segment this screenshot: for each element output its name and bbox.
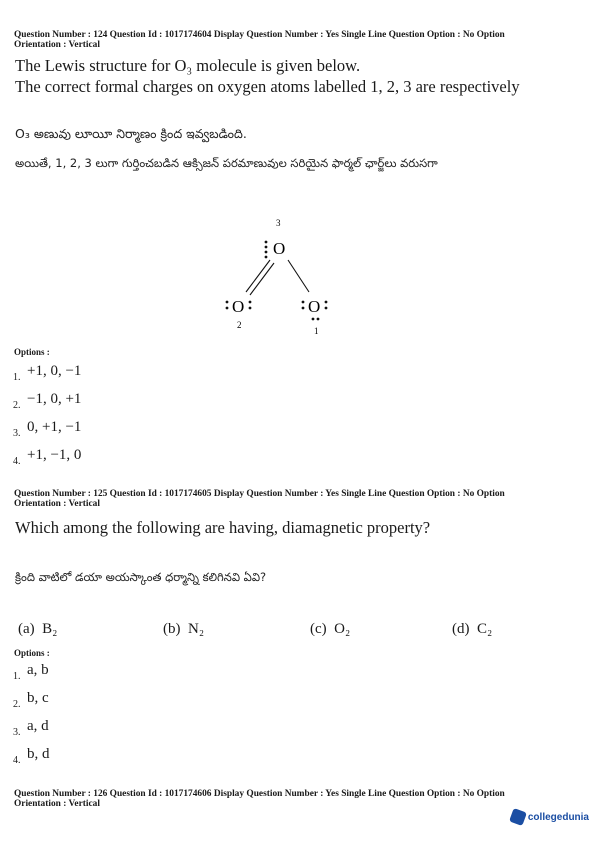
q126-orientation: Orientation : Vertical — [14, 799, 100, 809]
q126-header: Question Number : 126 Question Id : 1017174606 Display Question Number : Yes Single Line Question Option : No Option — [14, 789, 505, 799]
choice-a-value: B₂ — [42, 621, 58, 637]
q125-option-3[interactable]: a, d — [27, 718, 49, 734]
q125-choice-d — [452, 621, 492, 638]
q125-option-1[interactable]: a, b — [27, 662, 49, 678]
q124-telugu-line2: అయితే, 1, 2, 3 లుగా గుర్తించబడిన ఆక్సిజన్ పరమాణువుల సరియైన ఫార్మల్ ఛార్జ్‌లు వరుసగా — [15, 156, 438, 170]
q124-option-4-num: 4. — [13, 456, 21, 467]
logo-text: collegedunia — [527, 811, 589, 823]
q125-option-4[interactable]: b, d — [27, 746, 50, 762]
q124-question-line2: The correct formal charges on oxygen atoms labelled 1, 2, 3 are respectively — [15, 77, 520, 96]
choice-b-value: N₂ — [188, 621, 205, 637]
ozone-lewis-structure — [215, 212, 355, 342]
oxygen-atom-3: O — [273, 239, 286, 258]
q124-orientation: Orientation : Vertical — [14, 40, 100, 50]
q124-option-1-num: 1. — [13, 372, 21, 383]
atom-label-1: 1 — [314, 326, 319, 336]
choice-c-value: O₂ — [334, 621, 351, 637]
q125-options-label: Options : — [14, 648, 50, 658]
atom-label-2: 2 — [237, 320, 242, 330]
q124-option-4[interactable]: +1, −1, 0 — [27, 447, 82, 463]
choice-c-label: (c) — [310, 621, 327, 637]
logo-mark-icon — [509, 808, 527, 826]
choice-b-label: (b) — [163, 621, 181, 637]
oxygen-atom-1: O — [308, 297, 321, 316]
q124-options-label: Options : — [14, 347, 50, 357]
q125-option-2[interactable]: b, c — [27, 690, 49, 706]
oxygen-atom-2: O — [232, 297, 245, 316]
q124-header: Question Number : 124 Question Id : 1017174604 Display Question Number : Yes Single Line Question Option : No Option — [14, 30, 505, 40]
q125-option-3-num: 3. — [13, 727, 21, 738]
q125-option-4-num: 4. — [13, 755, 21, 766]
q125-header: Question Number : 125 Question Id : 1017174605 Display Question Number : Yes Single Line Question Option : No Option — [14, 489, 505, 499]
q125-question-line1: Which among the following are having, diamagnetic property? — [15, 518, 431, 537]
q124-option-3[interactable]: 0, +1, −1 — [27, 419, 82, 435]
q125-choice-c — [310, 621, 350, 638]
q124-option-3-num: 3. — [13, 428, 21, 439]
q125-option-1-num: 1. — [13, 671, 21, 682]
q124-telugu-line1: O₃ అణువు లూయీ నిర్మాణం క్రింద ఇవ్వబడింది. — [15, 126, 247, 141]
q125-choice-a — [18, 621, 57, 638]
q124-question-line1: The Lewis structure for O₃ molecule is given below. — [15, 56, 361, 75]
q124-option-1[interactable]: +1, 0, −1 — [27, 363, 82, 379]
q124-option-2-num: 2. — [13, 400, 21, 411]
q125-choice-b — [163, 621, 204, 638]
q124-option-2[interactable]: −1, 0, +1 — [27, 391, 82, 407]
q125-orientation: Orientation : Vertical — [14, 499, 100, 509]
choice-d-label: (d) — [452, 621, 470, 637]
choice-a-label: (a) — [18, 621, 35, 637]
atom-label-3: 3 — [276, 218, 281, 228]
q125-telugu-line1: క్రింది వాటిలో డయా అయస్కాంత ధర్మాన్ని కలిగినవి ఏవి? — [15, 570, 267, 584]
collegedunia-logo — [511, 810, 589, 824]
q125-option-2-num: 2. — [13, 699, 21, 710]
choice-d-value: C₂ — [477, 621, 493, 637]
